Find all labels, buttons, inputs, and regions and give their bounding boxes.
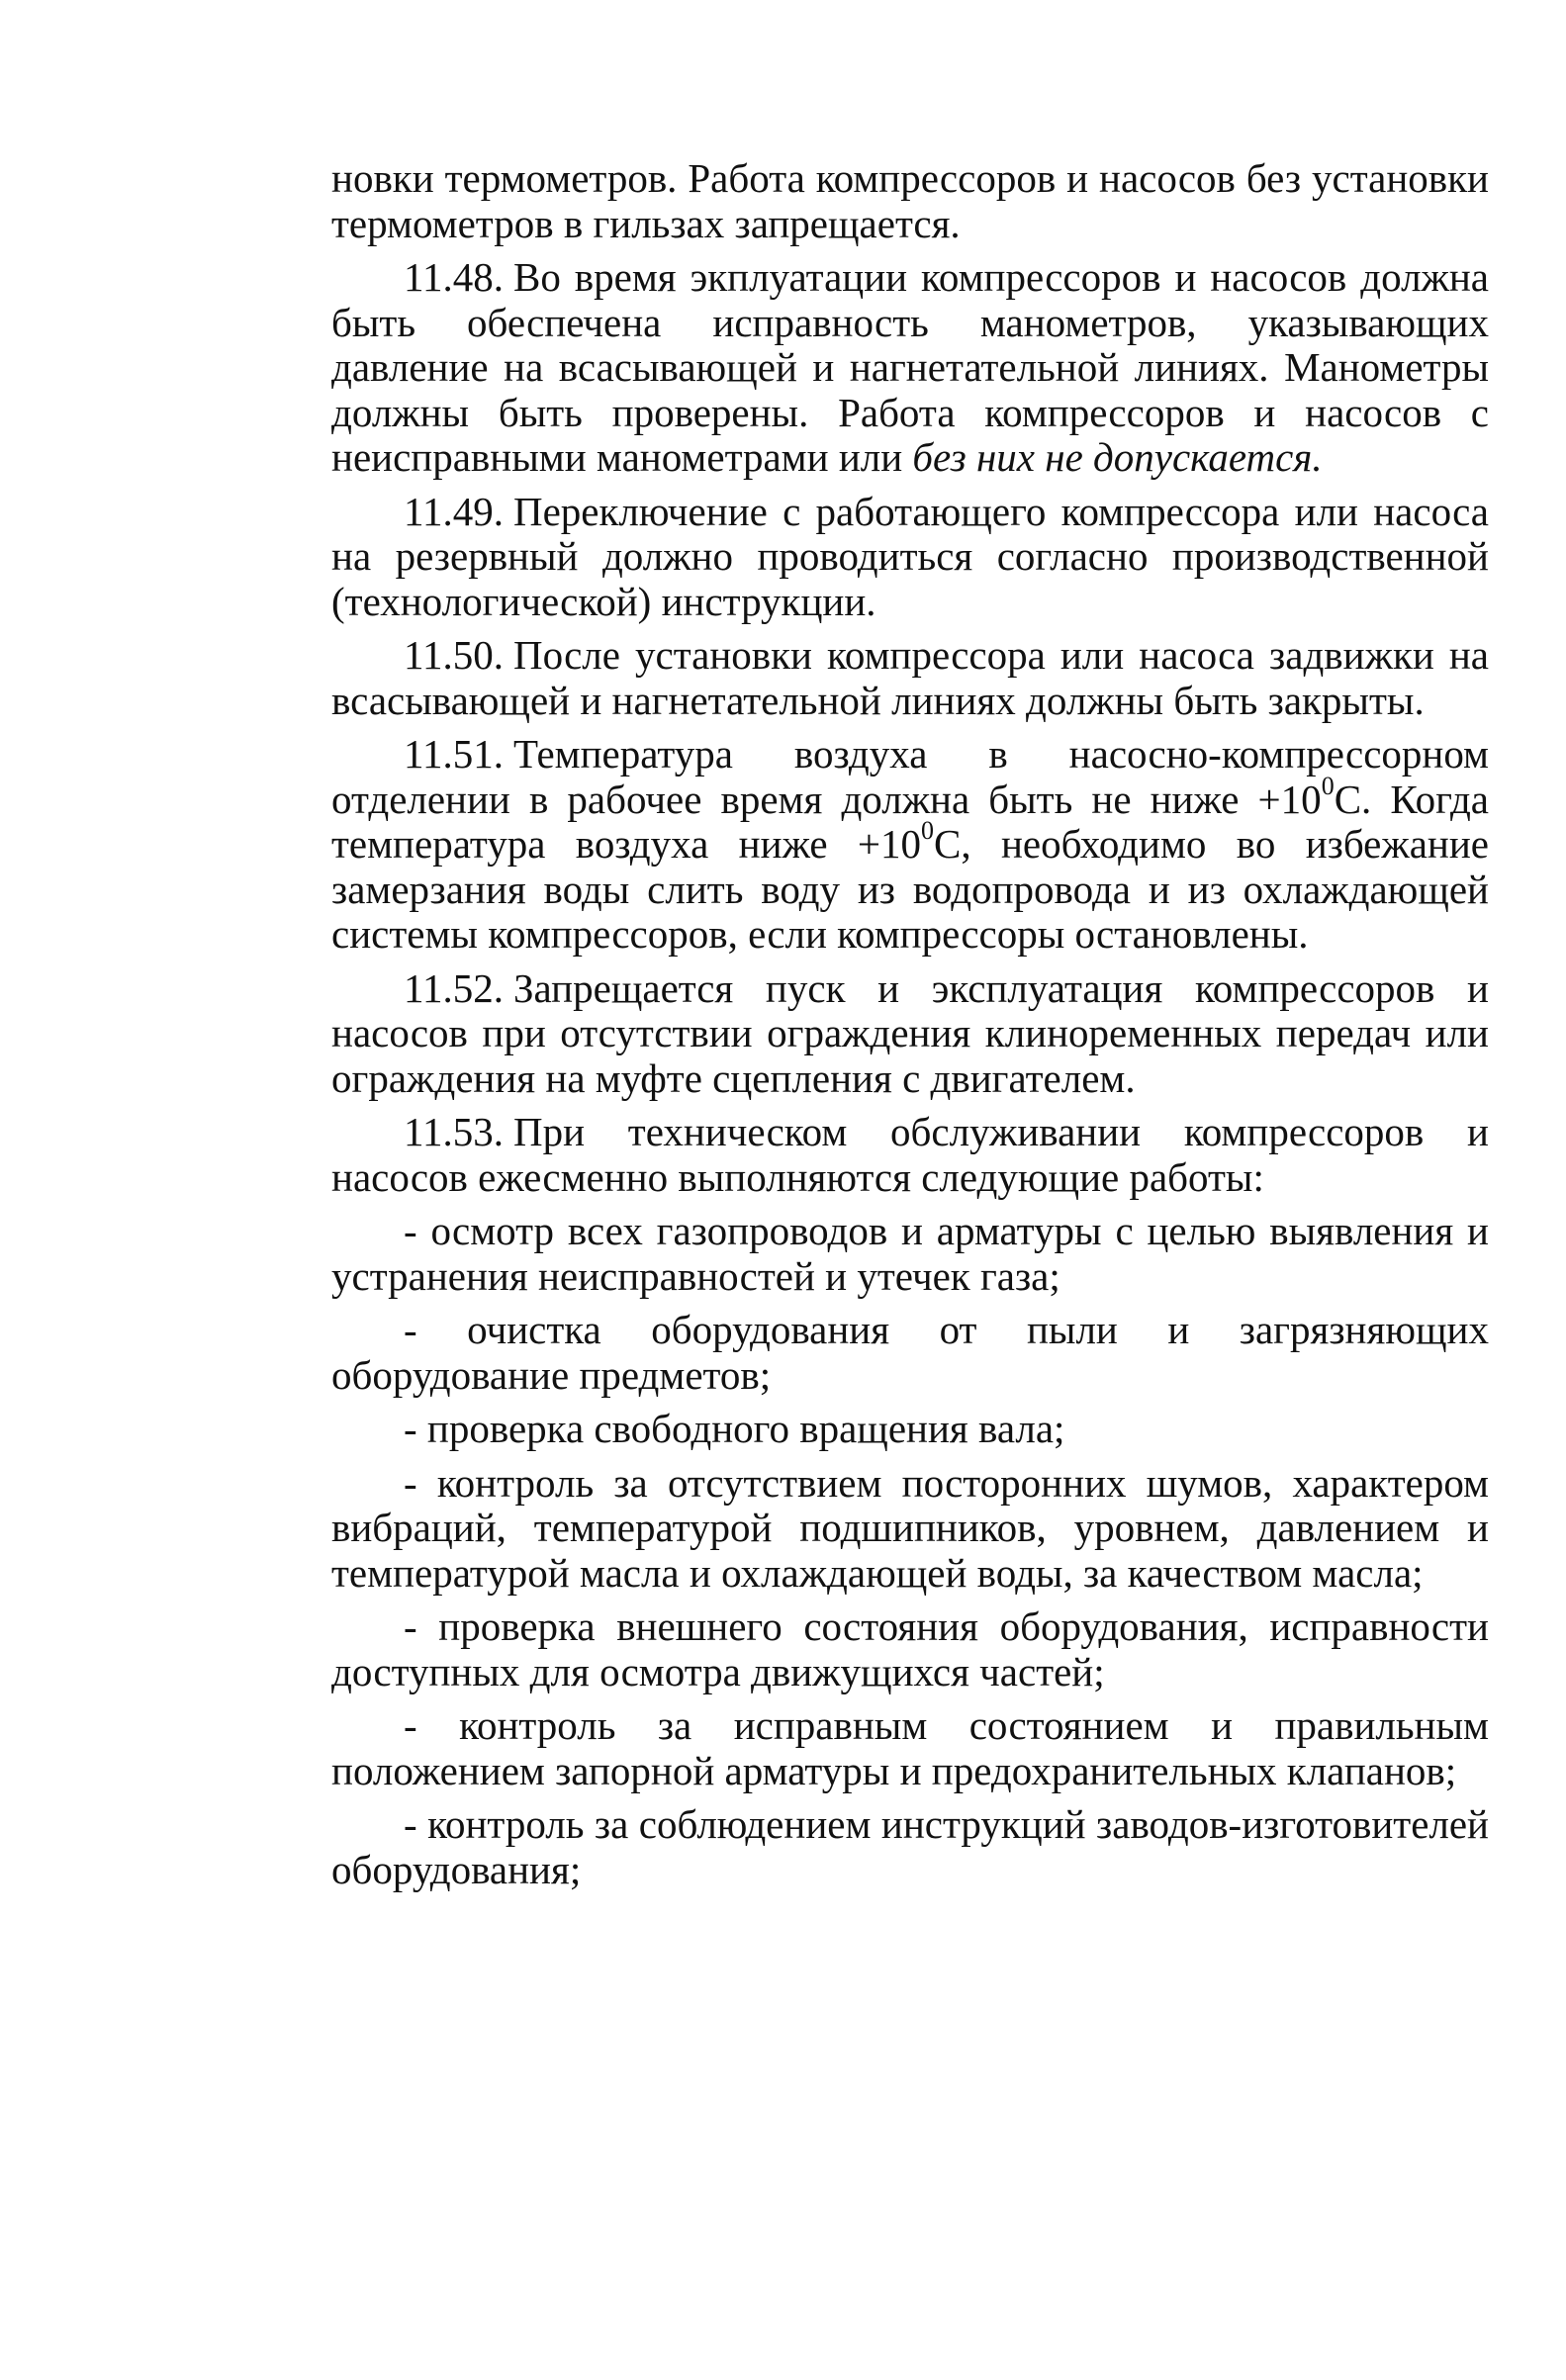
paragraph-number: 11.52. (404, 964, 504, 1011)
paragraph-number: 11.48. (404, 254, 504, 300)
paragraph-11-51 (331, 732, 1489, 958)
paragraph-text: Во время экплуатации компрессоров и насосов должна быть обеспечена исправность манометров, указывающих давление на всасывающей и нагнетательной линиях. Манометры должны быть проверены. Работа компрессоров и насосов с неисправными манометрами или (331, 254, 1489, 480)
degree-superscript: 0 (1321, 771, 1335, 800)
list-item: - контроль за соблюдением инструкций заводов-изготовителей оборудования; (331, 1801, 1489, 1892)
paragraph-text: При техническом обслуживании компрессоров и насосов ежесменно выполняются следующие работы: (331, 1109, 1489, 1200)
list-item: - проверка внешнего состояния оборудования, исправности доступных для осмотра движущихся частей; (331, 1603, 1489, 1694)
paragraph-number: 11.53. (404, 1109, 504, 1154)
list-item: - осмотр всех газопроводов и арматуры с целью выявления и устранения неисправностей и утечек газа; (331, 1208, 1489, 1299)
list-item: - контроль за отсутствием посторонних шумов, характером вибраций, температурой подшипников, уровнем, давлением и температурой масла и охлаждающей воды, за качеством масла; (331, 1459, 1489, 1596)
paragraph-11-50 (331, 633, 1489, 723)
document-body (331, 156, 1489, 1901)
degree-superscript: 0 (921, 816, 935, 846)
paragraph-11-52 (331, 966, 1489, 1102)
list-item: - очистка оборудования от пыли и загрязняющих оборудование предметов; (331, 1307, 1489, 1398)
paragraph-text: С, необходимо во избежание замерзания воды слить воду из водопровода и из охлаждающей системы компрессоров, если компрессоры остановлены. (331, 821, 1489, 957)
paragraph-text: Температура воздуха в насосно-компрессорном отделении в рабочее время должна быть не ниже +10 (331, 731, 1489, 822)
paragraph-text: С. Когда температура воздуха ниже +10 (331, 776, 1490, 867)
paragraph-text: После установки компрессора или насоса задвижки на всасывающей и нагнетательной линиях должны быть закрыты. (331, 632, 1489, 723)
paragraph-11-49 (331, 490, 1489, 625)
paragraph-number: 11.51. (404, 731, 504, 777)
list-item: - проверка свободного вращения вала; (404, 1406, 1065, 1451)
paragraph-text-italic: без них не допускается. (912, 434, 1323, 480)
paragraph-continuation (331, 156, 1489, 246)
list-item: - контроль за исправным состоянием и правильным положением запорной арматуры и предохранительных клапанов; (331, 1702, 1489, 1793)
paragraph-text: новки термометров. Работа компрессоров и насосов без установки термометров в гильзах запрещается. (331, 155, 1489, 246)
paragraph-text: Переключение с работающего компрессора или насоса на резервный должно проводиться согласно производственной (технологической) инструкции. (331, 488, 1489, 624)
paragraph-text: Запрещается пуск и эксплуатация компрессоров и насосов при отсутствии ограждения клиноременных передач или ограждения на муфте сцепления с двигателем. (331, 964, 1489, 1101)
paragraph-11-53 (331, 1110, 1489, 1200)
paragraph-number: 11.50. (404, 632, 504, 678)
paragraph-number: 11.49. (404, 488, 504, 534)
paragraph-11-48 (331, 255, 1489, 481)
